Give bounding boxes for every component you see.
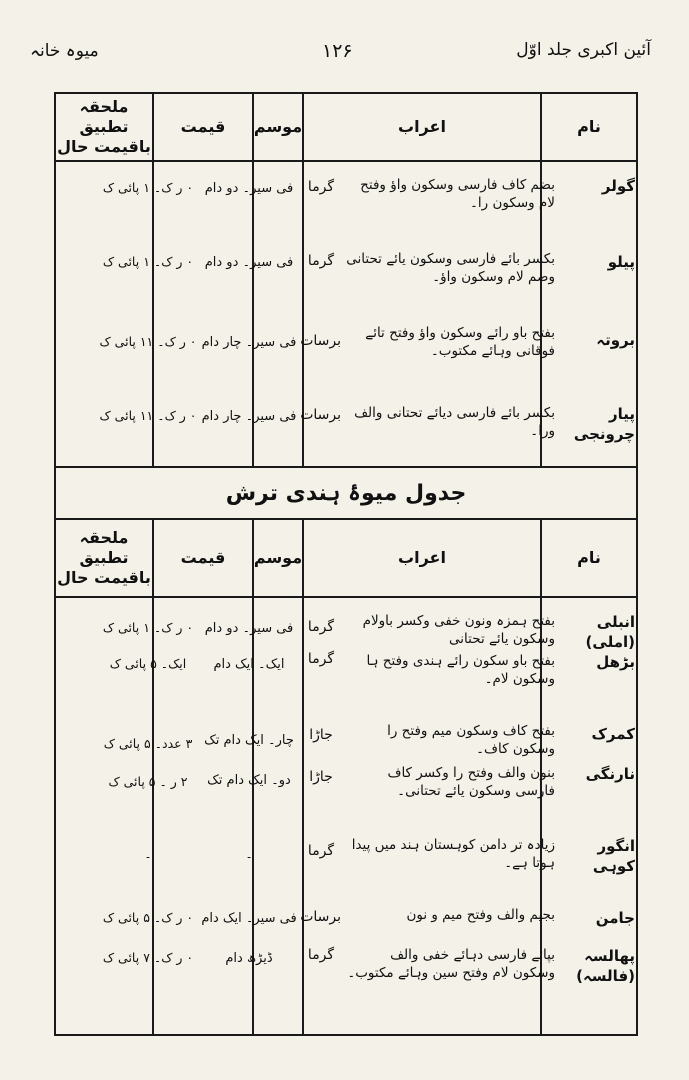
season: برسات [300,909,341,925]
col-header-name: نام [577,548,601,567]
fruit-name: انبلی (املی) [585,613,635,652]
season: گرما [307,179,335,195]
current-price: ۰ ر ک۔ ۱ پائی ک [102,180,194,195]
price: فی سیر۔ دو دام [204,255,294,270]
price: دو۔ ایک دام تک [207,773,291,788]
price: فی سیر۔ ایک دام [201,911,297,926]
col-header-name: نام [577,117,601,136]
col-header-season: موسم [253,117,303,136]
col-header-arab: اعراب [398,117,446,136]
header-book-title: آئین اکبری جلد اوّل [516,40,651,60]
current-price: ۰ ر ک۔ ۷ پائی ک [102,950,194,965]
pronunciation: بفتح ہمزہ ونون خفی وکسر باولام وسکون یائے تحتانی [362,613,555,648]
fruit-name: گولر [601,177,635,195]
current-price: ۰ ر ک۔ ۵ پائی ک [102,910,194,925]
fruit-name: نارنگی [585,765,635,783]
pronunciation: بفتح کاف وسکون میم وفتح را وسکون کاف۔ [387,723,555,758]
season: برسات [300,407,341,423]
fruit-name: انگور کوہی [592,837,635,876]
fruit-name: پیلو [607,253,635,271]
col-header-arab: اعراب [398,548,446,567]
pronunciation: بکسر بائے فارسی وسکون یائے تحتانی وضم لام وسکون واؤ۔ [346,251,555,286]
fruit-name: بروتہ [596,331,635,349]
col-header-price: قیمت [180,117,226,136]
section-heading: جدول میوۂ ہندی ترش [225,480,467,506]
pronunciation: بجیم والف وفتح میم و نون [406,907,555,923]
current-price: ۰ ر ک۔ ۱۱ پائی ک [99,408,197,423]
current-price: ۲ ر ۔ ۵ پائی ک [108,774,188,789]
price: ایک۔ ایک دام [213,657,285,672]
header-rule [54,160,638,162]
price: ڈیڑھ دام [225,951,273,966]
current-price: ۰ ر ک۔ ۱ پائی ک [102,254,194,269]
current-price: ۳ عدد۔ ۵ پائی ک [103,736,193,751]
season: گرما [307,253,335,269]
header-section-title: میوہ خانہ [30,41,99,61]
pronunciation: زیادہ تر دامن کوہستان ہند میں پیدا ہوتا ہے۔ [351,837,555,872]
col-header-current: ملحقہ تطبیق باقیمت حال [57,528,151,587]
season: جاڑا [309,727,333,743]
col-header-current: ملحقہ تطبیق باقیمت حال [57,97,151,156]
pronunciation: بفتح باو رائے وسکون واؤ وفتح تائے فوقانی وہائے مکتوب۔ [365,325,555,360]
fruit-name: پھالسہ (فالسہ) [576,947,635,986]
price: فی سیر۔ دو دام [204,181,294,196]
price: چار۔ ایک دام تک [204,733,294,748]
price: فی سیر۔ چار دام [201,409,297,424]
season: گرما [307,619,335,635]
season: جاڑا [309,769,333,785]
current-price: ایک۔ ۵ پائی ک [109,656,187,671]
season: برسات [300,333,341,349]
current-price: ۰ ر ک۔ ۱۱ پائی ک [99,334,197,349]
page-number: ۱۲۶ [322,40,353,62]
col-header-season: موسم [253,548,303,567]
season: گرما [307,947,335,963]
price: ۔ [245,847,253,862]
header-rule [54,596,638,598]
col-header-price: قیمت [180,548,226,567]
fruit-name: جامن [595,909,635,927]
fruit-name: پیار چرونجی [573,405,635,444]
current-price: ۰ ر ک۔ ۱ پائی ک [102,620,194,635]
fruit-name: کمرک [591,725,635,743]
season: گرما [307,843,335,859]
season: گرما [307,651,335,667]
price: فی سیر۔ چار دام [201,335,297,350]
pronunciation: بکسر بائے فارسی دیائے تحتانی والف ورا۔ [354,405,555,440]
pronunciation: بضم کاف فارسی وسکون واؤ وفتح لام وسکون را۔ [360,177,555,212]
pronunciation: بپائے فارسی دہائے خفی والف وسکون لام وفتح سین وہائے مکتوب۔ [347,947,555,982]
fruit-name: بڑھل [596,653,635,671]
pronunciation: بنون والف وفتح را وکسر کاف فارسی وسکون یائے تحتانی۔ [387,765,555,800]
pronunciation: بفتح باو سکون رائے ہندی وفتح ہا وسکون لام۔ [366,653,555,688]
price: فی سیر۔ دو دام [204,621,294,636]
current-price: ۔ [144,846,152,861]
